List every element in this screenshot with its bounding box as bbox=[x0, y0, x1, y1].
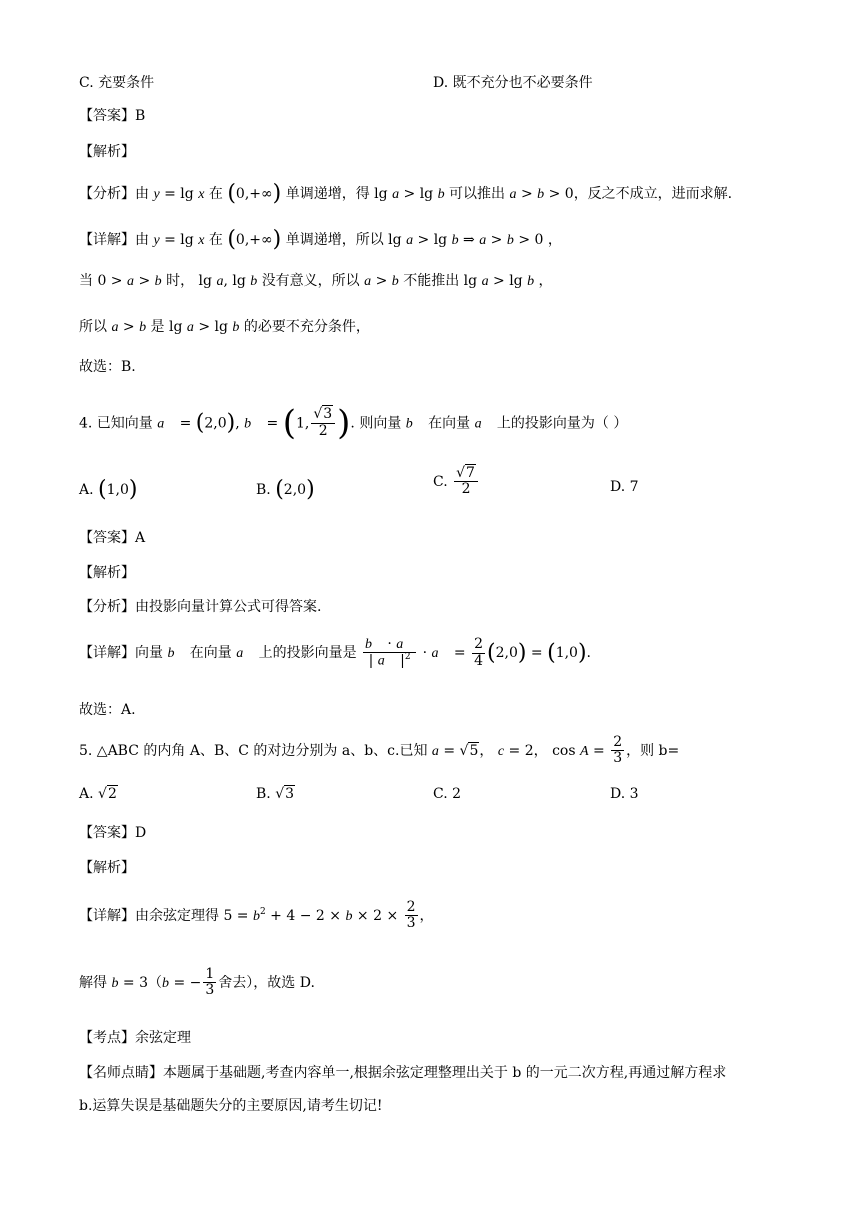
q5-solve: 解得 b = 3（b = − $\frac{1}{3}$ 舍去），故选 D. bbox=[79, 966, 315, 999]
q4-analysis-heading: 【解析】 bbox=[79, 565, 135, 581]
q3-option-c: C. 充要条件 bbox=[79, 75, 155, 91]
q4-option-a: A. (1,0) bbox=[79, 477, 138, 502]
q3-choose: 故选：B. bbox=[79, 359, 136, 375]
q5-option-c: C. 2 bbox=[433, 786, 462, 802]
q3-line3: 当 0 > a > b 时， lg a, lg b 没有意义，所以 a > b 不能推出 lg a > lg b ， bbox=[79, 273, 553, 289]
q3-fenxi: 【分析】由 y = lg x 在 (0,+∞) 单调递增，得 lg a > lg b 可以推出 a > b > 0，反之不成立，进而求解. bbox=[79, 181, 733, 206]
q5-mingshi-line2: b.运算失误是基础题失分的主要原因,请考生切记! bbox=[79, 1098, 383, 1114]
q3-line4: 所以 a > b 是 lg a > lg b 的必要不充分条件， bbox=[79, 319, 370, 335]
q4-option-c: C. $\frac{√7}{2}$ bbox=[433, 466, 480, 498]
q4-choose: 故选：A. bbox=[79, 702, 136, 718]
q3-analysis-heading: 【解析】 bbox=[79, 144, 135, 160]
q5-stem: 5. △ABC 的内角 A、B、C 的对边分别为 a、b、c.已知 a = √5， c = 2， cos A = $\frac{2}{3}$ ，则 b= bbox=[79, 734, 680, 767]
q3-xiangjie: 【详解】由 y = lg x 在 (0,+∞) 单调递增，所以 lg a > lg b ⇒ a > b > 0 ， bbox=[79, 227, 562, 252]
q4-option-b: B. (2,0) bbox=[256, 477, 315, 502]
q5-mingshi-line1: 【名师点睛】本题属于基础题,考查内容单一,根据余弦定理整理出关于 b 的一元二次方程,再通过解方程求 bbox=[79, 1065, 727, 1081]
q3-option-d: D. 既不充分也不必要条件 bbox=[433, 75, 593, 91]
q4-xiangjie: 【详解】向量 b⃗ 在向量 a⃗ 上的投影向量是 $\frac{b⃗ \cdot a⃗}{| a⃗ |^2}$ · a⃗ = $\frac{2}{4}$ (2,0) = (1,0). bbox=[79, 636, 591, 670]
q5-option-a: A. √2 bbox=[79, 786, 117, 802]
q3-answer: 【答案】B bbox=[79, 108, 146, 124]
q5-xiangjie: 【详解】由余弦定理得 $5 = b^2 + 4 - 2 \times b \times 2$ × $\frac{2}{3}$ ， bbox=[79, 899, 434, 932]
q5-option-b: B. √3 bbox=[256, 786, 295, 802]
q5-option-d: D. 3 bbox=[610, 786, 639, 802]
q4-stem: 4. 已知向量 a⃗ = (2,0), b⃗ = (1, $\frac{√3}{2}$ ). 则向量 b⃗ 在向量 a⃗ 上的投影向量为（ ） bbox=[79, 403, 628, 443]
q5-analysis-heading: 【解析】 bbox=[79, 860, 135, 876]
q5-answer: 【答案】D bbox=[79, 825, 147, 841]
q4-answer: 【答案】A bbox=[79, 530, 146, 546]
q4-fenxi: 【分析】由投影向量计算公式可得答案. bbox=[79, 599, 322, 615]
q5-kaodian: 【考点】余弦定理 bbox=[79, 1030, 191, 1046]
q4-option-d: D. 7 bbox=[610, 479, 639, 495]
